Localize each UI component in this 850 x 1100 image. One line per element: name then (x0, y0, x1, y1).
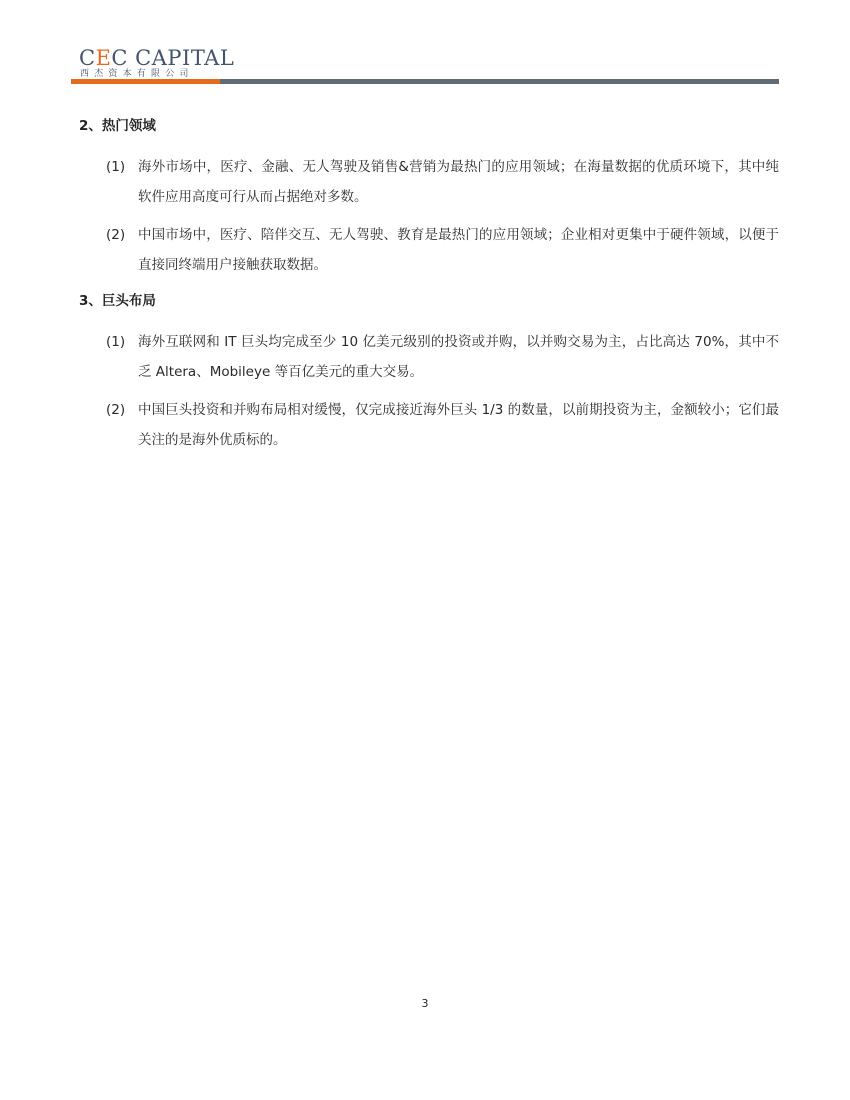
document-body (79, 115, 779, 455)
list-item-number: (2) (106, 227, 126, 243)
list-item (79, 220, 779, 280)
logo-suffix: C CAPITAL (111, 46, 235, 70)
section-giants-layout (79, 290, 779, 455)
list-item-text: 中国市场中，医疗、陪伴交互、无人驾驶、教育是最热门的应用领域；企业相对更集中于硬件领域，以便于直接同终端用户接触获取数据。 (138, 227, 779, 273)
list-item-text: 海外市场中，医疗、金融、无人驾驶及销售&营销为最热门的应用领域；在海量数据的优质环境下，其中纯软件应用高度可行从而占据绝对多数。 (138, 159, 779, 205)
header-rule (220, 79, 779, 84)
logo-prefix: C (79, 46, 96, 70)
list-item-text: 海外互联网和 IT 巨头均完成至少 10 亿美元级别的投资或并购，以并购交易为主，占比高达 70%，其中不乏 Altera、Mobileye 等百亿美元的重大交易。 (138, 334, 779, 380)
list-item (79, 152, 779, 212)
page-number: 3 (421, 997, 429, 1010)
list-item (79, 395, 779, 455)
section-title: 2、热门领域 (79, 118, 156, 134)
list-item-number: (1) (106, 334, 126, 350)
section-title: 3、巨头布局 (79, 293, 156, 309)
logo-accent-letter: E (95, 46, 112, 70)
list-item-text: 中国巨头投资和并购布局相对缓慢，仅完成接近海外巨头 1/3 的数量，以前期投资为主，金额较小；它们最关注的是海外优质标的。 (138, 402, 779, 448)
page-header (0, 0, 850, 90)
list-item-number: (2) (106, 402, 126, 418)
header-rule-accent (71, 79, 220, 84)
list-item (79, 327, 779, 387)
section-hot-fields (79, 115, 779, 280)
list-item-number: (1) (106, 159, 126, 175)
logo-chinese-name: 西杰资本有限公司 (80, 69, 194, 79)
